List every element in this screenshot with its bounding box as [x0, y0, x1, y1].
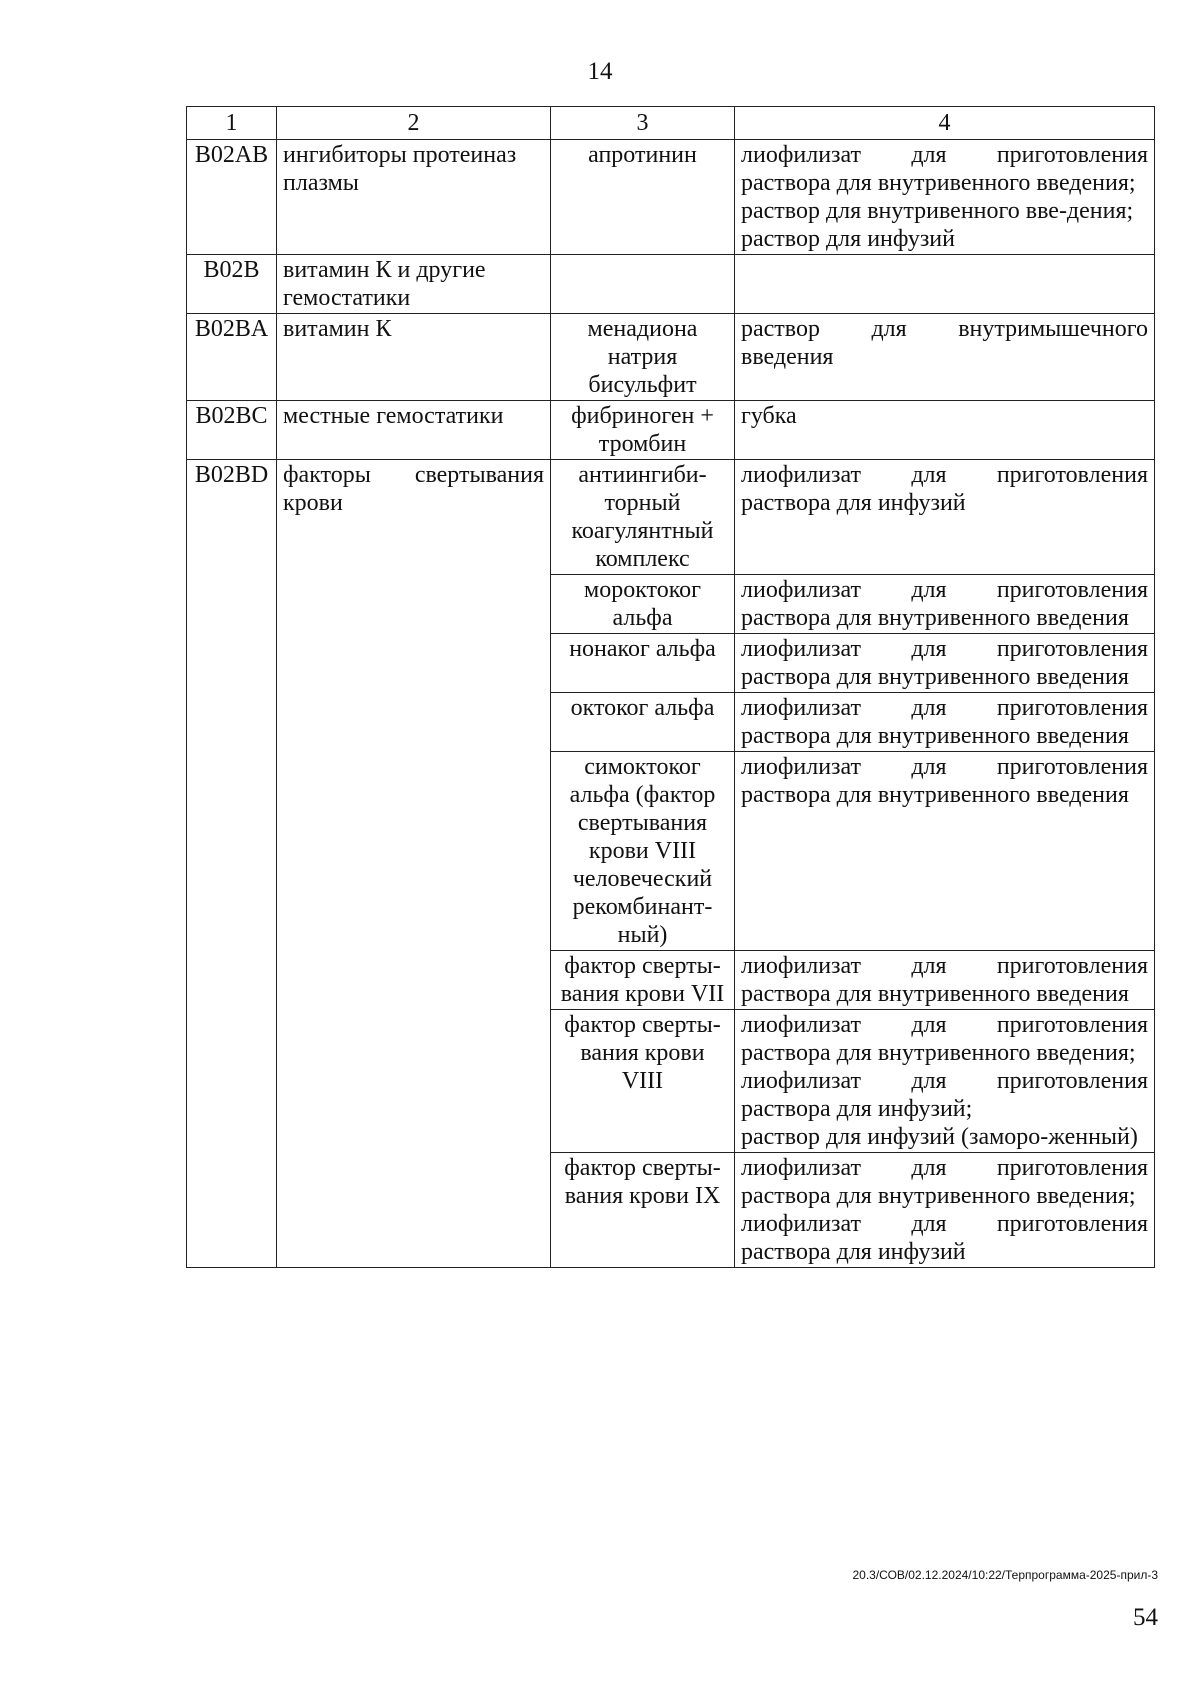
dosage-form: лиофилизат для приготовления раствора для внутривенного введения	[741, 695, 1148, 749]
column-header-3: 3	[551, 107, 735, 140]
atc-code-cell: B02B	[187, 255, 277, 314]
dosage-form: лиофилизат для приготовления раствора для внутривенного введения;	[741, 142, 1148, 196]
drug-name-cell: антиингиби-торный коагулянтный комплекс	[551, 460, 735, 575]
table-row	[187, 255, 1155, 314]
dosage-form: раствор для внутривенного вве-дения;	[741, 198, 1134, 224]
dosage-form: лиофилизат для приготовления раствора для инфузий;	[741, 1068, 1148, 1122]
drug-name-cell: симоктоког альфа (фактор свертывания крови VIII человеческий рекомбинант-ный)	[551, 752, 735, 951]
drug-name-cell: фактор сверты-вания крови IX	[551, 1153, 735, 1268]
dosage-form: лиофилизат для приготовления раствора для внутривенного введения	[741, 754, 1148, 808]
drug-table	[186, 106, 1155, 1268]
dosage-forms-cell	[735, 575, 1155, 634]
dosage-form: лиофилизат для приготовления раствора для внутривенного введения	[741, 953, 1148, 1007]
atc-code-cell: B02BC	[187, 401, 277, 460]
atc-code-cell: B02BD	[187, 460, 277, 1268]
page-number: 14	[587, 58, 613, 85]
dosage-forms-cell	[735, 634, 1155, 693]
atc-code-cell: B02AB	[187, 140, 277, 255]
column-header-1: 1	[187, 107, 277, 140]
dosage-form: раствор для внутримышечного введения	[741, 316, 1148, 370]
column-header-4: 4	[735, 107, 1155, 140]
drug-name-cell	[551, 255, 735, 314]
table-row	[187, 460, 1155, 575]
dosage-forms-cell	[735, 401, 1155, 460]
atc-code-cell: B02BA	[187, 314, 277, 401]
dosage-form: лиофилизат для приготовления раствора для внутривенного введения	[741, 577, 1148, 631]
dosage-form: раствор для инфузий	[741, 226, 955, 252]
dosage-form: лиофилизат для приготовления раствора для внутривенного введения	[741, 636, 1148, 690]
table-row	[187, 314, 1155, 401]
group-name-cell: витамин К и другие гемостатики	[277, 255, 551, 314]
dosage-form: раствор для инфузий (заморо-женный)	[741, 1124, 1138, 1150]
group-name-cell: местные гемостатики	[277, 401, 551, 460]
dosage-forms-cell	[735, 314, 1155, 401]
drug-name-cell: фактор сверты-вания крови VIII	[551, 1010, 735, 1153]
group-name-cell: ингибиторы протеиназ плазмы	[277, 140, 551, 255]
dosage-forms-cell	[735, 1010, 1155, 1153]
dosage-forms-cell	[735, 752, 1155, 951]
dosage-form: губка	[741, 403, 797, 429]
drug-name-cell: нонаког альфа	[551, 634, 735, 693]
group-name-cell: витамин К	[277, 314, 551, 401]
dosage-form: лиофилизат для приготовления раствора для инфузий	[741, 1211, 1148, 1265]
drug-name-cell: фактор сверты-вания крови VII	[551, 951, 735, 1010]
table-row	[187, 401, 1155, 460]
footer-page-number: 54	[1133, 1604, 1158, 1631]
dosage-forms-cell	[735, 693, 1155, 752]
column-header-2: 2	[277, 107, 551, 140]
drug-name-cell: апротинин	[551, 140, 735, 255]
drug-name-cell: фибриноген + тромбин	[551, 401, 735, 460]
dosage-forms-cell	[735, 460, 1155, 575]
dosage-forms-cell	[735, 1153, 1155, 1268]
document-registration-code: 20.3/СОВ/02.12.2024/10:22/Терпрограмма-2025-прил-3	[852, 1568, 1158, 1582]
dosage-forms-cell	[735, 255, 1155, 314]
table-row	[187, 140, 1155, 255]
drug-name-cell: октоког альфа	[551, 693, 735, 752]
dosage-forms-cell	[735, 140, 1155, 255]
drug-name-cell: мороктоког альфа	[551, 575, 735, 634]
dosage-forms-cell	[735, 951, 1155, 1010]
dosage-form: лиофилизат для приготовления раствора для внутривенного введения;	[741, 1012, 1148, 1066]
dosage-form: лиофилизат для приготовления раствора для инфузий	[741, 462, 1148, 516]
group-name-cell: факторы свертывания крови	[277, 460, 551, 1268]
dosage-form: лиофилизат для приготовления раствора для внутривенного введения;	[741, 1155, 1148, 1209]
drug-name-cell: менадиона натрия бисульфит	[551, 314, 735, 401]
table-header-row	[187, 107, 1155, 140]
